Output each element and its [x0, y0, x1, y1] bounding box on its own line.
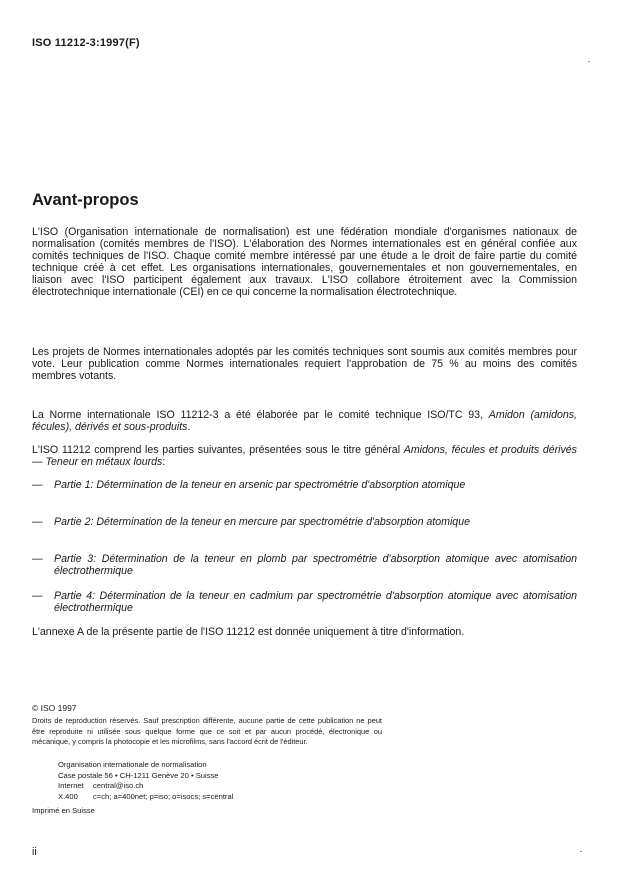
document-header: ISO 11212-3:1997(F): [32, 37, 140, 49]
foreword-paragraph-5: L'annexe A de la présente partie de l'ISO 11212 est donnée uniquement à titre d'information.: [32, 626, 465, 638]
copyright-line: © ISO 1997: [32, 703, 77, 713]
foreword-paragraph-2: Les projets de Normes internationales adoptés par les comités techniques sont soumis aux comités membres pour vote. Leur publication comme Normes internationales requiert l'approbation de 75 % au moins des comités membres votants.: [32, 346, 577, 383]
internet-address: central@iso.ch: [93, 781, 144, 790]
page-number: ii: [32, 846, 37, 858]
foreword-paragraph-1: L'ISO (Organisation internationale de normalisation) est une fédération mondiale d'organismes nationaux de normalisation (comités membres de l'ISO). L'élaboration des Normes internationales est en général confiée aux comités techniques de l'ISO. Chaque comité membre intéressé par une étude a le droit de faire partie du comité technique créé à cet effet. Les organisations internationales, gouvernementales et non gouvernementales, en liaison avec l'ISO participent également aux travaux. L'ISO collabore étroitement avec la Commission électrotechnique internationale (CEI) en ce qui concerne la normalisation électrotechnique.: [32, 226, 577, 299]
list-dash: —: [32, 553, 43, 565]
section-title: Avant-propos: [32, 191, 139, 209]
foreword-paragraph-4: [32, 444, 577, 468]
printed-in: Imprimé en Suisse: [32, 806, 95, 815]
scan-speck: [588, 61, 590, 62]
internet-row: [58, 781, 233, 792]
internet-label: Internet: [58, 781, 84, 790]
list-dash: —: [32, 479, 43, 491]
paragraph-4-text: L'ISO 11212 comprend les parties suivantes, présentées sous le titre général: [32, 444, 404, 456]
x400-address: c=ch; a=400net; p=iso; o=isocs; s=central: [93, 791, 234, 801]
x400-row: [58, 792, 233, 803]
x400-label: X.400: [58, 791, 78, 801]
paragraph-3-end: .: [187, 421, 191, 434]
paragraph-3-text: La Norme internationale ISO 11212-3 a été élaborée par le comité technique ISO/TC 93,: [32, 409, 489, 421]
paragraph-4-end: :: [162, 456, 166, 469]
part-2-title: Partie 2: Détermination de la teneur en mercure par spectrométrie d'absorption atomique: [54, 516, 470, 528]
list-dash: —: [32, 516, 43, 528]
part-4-title: Partie 4: Détermination de la teneur en cadmium par spectrométrie d'absorption atomique avec atomisation électrothermique: [54, 590, 577, 614]
scan-speck: [580, 851, 582, 852]
general-title: Amidons, fécules et produits dérivés — Teneur en métaux lourds: [32, 444, 577, 469]
postal-address: Case postale 56 • CH-1211 Genève 20 • Suisse: [58, 770, 219, 780]
rights-notice: Droits de reproduction réservés. Sauf prescription différente, aucune partie de cette publication ne peut être reproduite ni utilisée sous quelque forme que ce soit et par aucun procédé, électronique ou mécanique, y compris la photocopie et les microfilms, sans l'accord écrit de l'éditeur.: [32, 716, 382, 746]
part-1-title: Partie 1: Détermination de la teneur en arsenic par spectrométrie d'absorption atomique: [54, 479, 466, 491]
committee-title: Amidon (amidons, fécules), dérivés et sous-produits: [32, 409, 577, 434]
list-dash: —: [32, 590, 43, 602]
org-name: Organisation internationale de normalisation: [58, 760, 207, 769]
publisher-address: [58, 760, 233, 802]
foreword-paragraph-3: [32, 409, 577, 433]
part-3-title: Partie 3: Détermination de la teneur en plomb par spectrométrie d'absorption atomique avec atomisation électrothermique: [54, 553, 577, 577]
